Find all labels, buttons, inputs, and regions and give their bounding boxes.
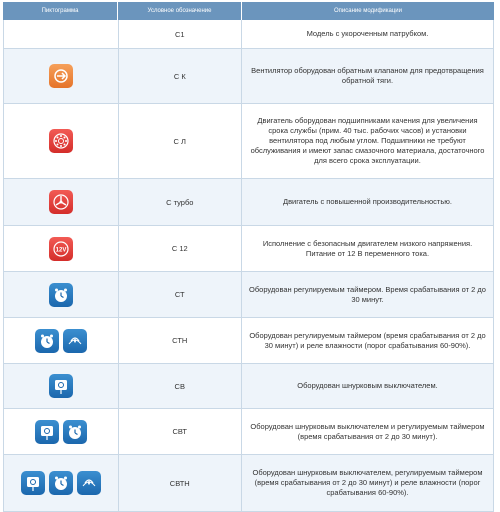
pictogram-cell <box>4 364 119 408</box>
pictogram-cell <box>4 226 119 271</box>
humidity-icon <box>77 471 101 495</box>
pictogram-cell <box>4 318 119 363</box>
modifications-table <box>3 2 494 512</box>
pictogram-cell <box>4 272 119 317</box>
table-row <box>3 20 494 49</box>
timer-icon <box>49 283 73 307</box>
pictogram-cell <box>4 104 119 178</box>
row-code: С К <box>119 49 242 103</box>
row-code: С турбо <box>119 179 242 225</box>
row-code: С 12 <box>119 226 242 271</box>
svg-text:12V: 12V <box>55 247 67 253</box>
pictogram-cell <box>4 455 119 511</box>
row-code: СВТ <box>119 409 242 454</box>
pictogram-cell <box>4 20 119 48</box>
table-row <box>3 272 494 318</box>
row-description: Оборудован регулируемым таймером (время срабатывания от 2 до 30 минут) и реле влажности (порог срабатывания 60-90%). <box>249 330 486 350</box>
12v-icon <box>49 237 73 261</box>
table-row <box>3 364 494 409</box>
row-description: Модель с укороченным патрубком. <box>306 29 429 38</box>
row-description: Исполнение с безопасным двигателем низкого напряжения. Питание от 12 В переменного тока. <box>262 238 473 258</box>
row-code: СТН <box>119 318 242 363</box>
row-description: Оборудован шнурковым выключателем и регулируемым таймером (время срабатывания от 2 до 30 минут). <box>250 421 485 441</box>
table-row <box>3 104 494 179</box>
timer-icon <box>63 420 87 444</box>
header-pictogram: Пиктограмма <box>3 2 118 20</box>
turbo-icon <box>49 190 73 214</box>
table-row <box>3 179 494 226</box>
pull-switch-icon <box>49 374 73 398</box>
row-description: Двигатель с повышенной производительностью. <box>282 197 452 206</box>
header-description: Описание модификации <box>242 2 494 20</box>
table-header <box>3 2 494 20</box>
pictogram-cell <box>4 409 119 454</box>
row-description: Оборудован шнурковым выключателем. <box>297 381 438 390</box>
check-valve-icon <box>49 64 73 88</box>
table-row <box>3 455 494 512</box>
timer-icon <box>49 471 73 495</box>
pull-switch-icon <box>35 420 59 444</box>
timer-icon <box>35 329 59 353</box>
pictogram-cell <box>4 49 119 103</box>
row-code: СВТН <box>119 455 242 511</box>
row-code: СТ <box>119 272 242 317</box>
row-description: Оборудован шнурковым выключателем, регулируемым таймером (время срабатывания от 2 до 30 минут) и реле влажности (порог срабатывания 60-90%). <box>252 468 483 497</box>
row-description: Двигатель оборудован подшипниками качения для увеличения срока службы (прим. 40 тыс. рабочих часов) и установки вентилятора под любым углом. Подшипники не требуют обслуживания и имеют запас смазочного материала, достаточного для всего срока эксплуатации. <box>250 116 485 165</box>
row-description: Оборудован регулируемым таймером. Время срабатывания от 2 до 30 минут. <box>249 284 486 304</box>
table-row <box>3 409 494 455</box>
row-code: С1 <box>119 20 242 48</box>
row-code: СВ <box>119 364 242 408</box>
row-description: Вентилятор оборудован обратным клапаном для предотвращения обратной тяги. <box>251 66 484 85</box>
row-code: С Л <box>119 104 242 178</box>
pull-switch-icon <box>21 471 45 495</box>
table-row <box>3 49 494 104</box>
table-row <box>3 226 494 272</box>
header-designation: Условное обозначение <box>118 2 242 20</box>
humidity-icon <box>63 329 87 353</box>
ball-bearing-icon <box>49 129 73 153</box>
table-row <box>3 318 494 364</box>
pictogram-cell <box>4 179 119 225</box>
